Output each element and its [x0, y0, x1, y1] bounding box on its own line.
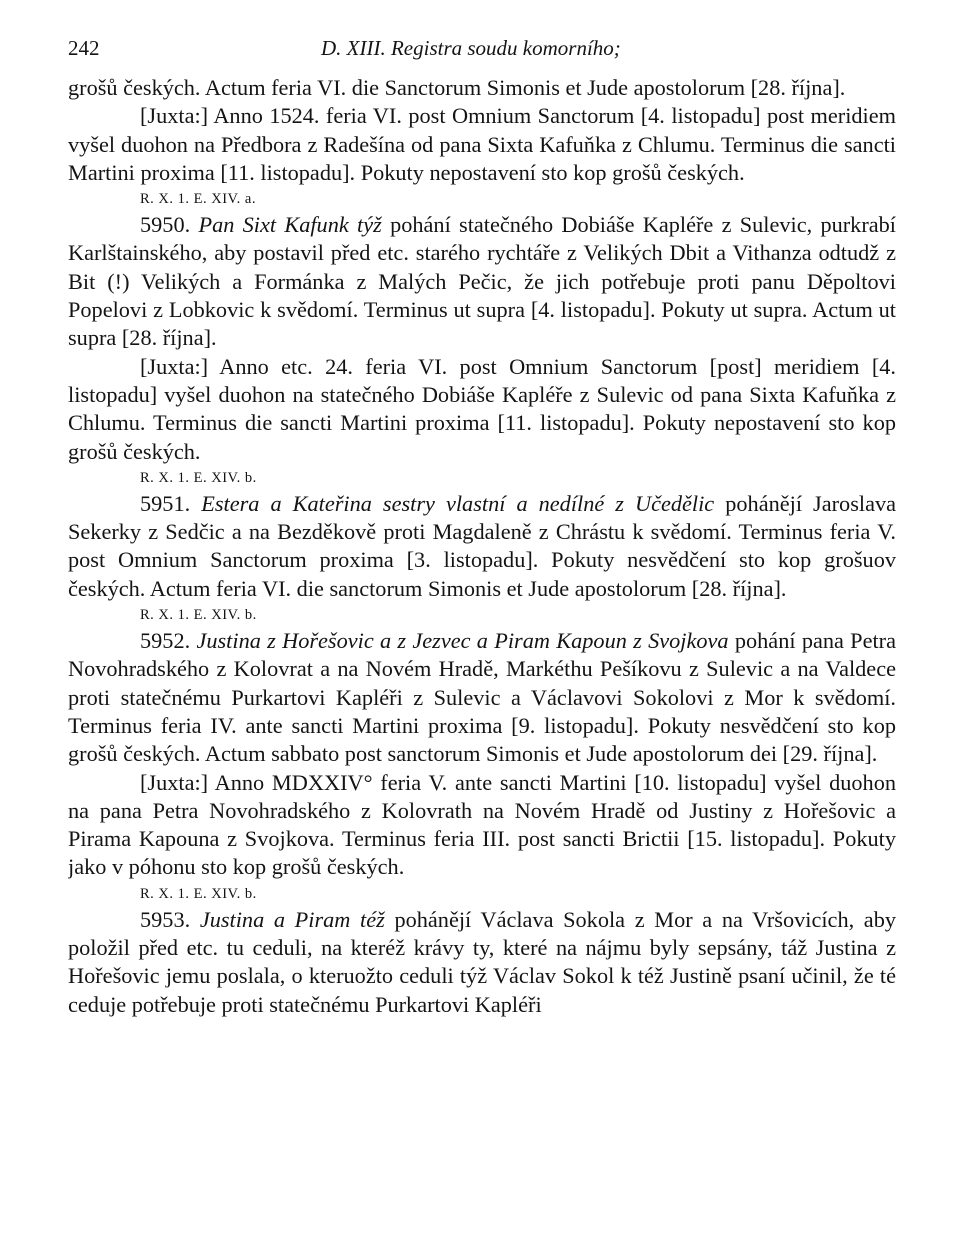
entry-text: pohání pana Petra Novohradského z Kolovrat a na Novém Hradě, Markéthu Pešíkovu z Sulevic a na Valdece proti statečnému Purkartovi Kapléři z Sulevic a Václavovi Sokolovi z Mor k svědomí. Terminus feria IV. ante sancti Martini proxima [9. listopadu]. Pokuty nesvědčení sto kop grošů českých. Actum sabbato post sanctorum Simonis et Jude apostolorum dei [29. října]. [68, 628, 896, 767]
archive-reference: R. X. 1. E. XIV. b. [140, 607, 257, 624]
paragraph-juxta: [Juxta:] Anno 1524. feria VI. post Omnium Sanctorum [4. listopadu] post meridiem vyšel duohon na Předbora z Radešína od pana Sixta Kafuňka z Chlumu. Terminus die sancti Martini proxima [11. listopadu]. Pokuty nepostavení sto kop grošů českých. [68, 103, 896, 185]
document-page [68, 30, 896, 1230]
running-title: D. XIII. Registra soudu komorního; [321, 36, 621, 60]
entry-5950 [68, 211, 896, 352]
page-number: 242 [68, 36, 100, 60]
entry-text: pohání statečného Dobiáše Kapléře z Sulevic, purkrabí Karlštainského, aby postavil před etc. starého rychtáře z Velikých Dbit a Vithanza odtudž z Bit (!) Velikých a Formánka z Malých Pečic, že jich potřebuje proti panu Děpoltovi Popelovi z Lobkovic k svědomí. Terminus ut supra [4. listopadu]. Pokuty ut supra. Actum ut supra [28. října]. [68, 212, 896, 351]
paragraph-continuation: grošů českých. Actum feria VI. die Sanctorum Simonis et Jude apostolorum [28. října]. [68, 75, 846, 100]
entry-parties: Justina a Piram též [199, 906, 385, 932]
archive-reference: R. X. 1. E. XIV. a. [140, 191, 256, 208]
entry-5953 [68, 906, 896, 1019]
entry-number: 5950. [140, 212, 191, 238]
paragraph-juxta: [Juxta:] Anno MDXXIV° feria V. ante sancti Martini [10. listopadu] vyšel duohon na pana Petra Novohradského z Kolovrath na Novém Hradě od Justiny z Hořešovic a Pirama Kapouna z Svojkova. Terminus feria III. post sancti Brictii [15. listopadu]. Pokuty jako v póhonu sto kop grošů českých. [68, 769, 896, 880]
entry-5952 [68, 627, 896, 768]
archive-reference: R. X. 1. E. XIV. b. [140, 885, 257, 902]
archive-reference: R. X. 1. E. XIV. b. [140, 469, 257, 486]
entry-5951 [68, 490, 896, 603]
entry-number: 5953. [140, 906, 191, 932]
entry-text: pohánějí Václava Sokola z Mor a na Vršovicích, aby položil před etc. tu ceduli, na kteréž krávy ty, které na nájmu byly sepsány, táž Justina z Hořešovic jemu poslala, o kteruožto ceduli týž Václav Sokol k též Justině psaní učinil, že té ceduje potřebuje proti statečnému Purkartovi Kapléři [68, 906, 896, 1017]
entry-parties: Pan Sixt Kafunk týž [198, 212, 382, 238]
paragraph-juxta: [Juxta:] Anno etc. 24. feria VI. post Omnium Sanctorum [post] meridiem [4. listopadu] vyšel duohon na statečného Dobiáše Kapléře z Sulevic od pana Sixta Kafuňka z Chlumu. Terminus die sancti Martini proxima [11. listopadu]. Pokuty nepostavení sto kop grošů českých. [68, 353, 896, 464]
entry-text: pohánějí Jaroslava Sekerky z Sedčic a na Bezděkově proti Magdaleně z Chrástu k svědomí. Terminus feria V. post Omnium Sanctorum proxima [3. listopadu]. Pokuty nesvědčení sto kop grošuov českých. Actum feria VI. die sanctorum Simonis et Jude apostolorum [28. října]. [68, 490, 896, 601]
entry-parties: Justina z Hořešovic a z Jezvec a Piram Kapoun z Svojkova [196, 628, 729, 654]
entry-number: 5951. [140, 490, 191, 516]
page-header [68, 30, 896, 74]
document-body [68, 74, 896, 1019]
entry-parties: Estera a Kateřina sestry vlastní a nedílné z Učedělic [201, 490, 715, 516]
entry-number: 5952. [140, 628, 191, 654]
